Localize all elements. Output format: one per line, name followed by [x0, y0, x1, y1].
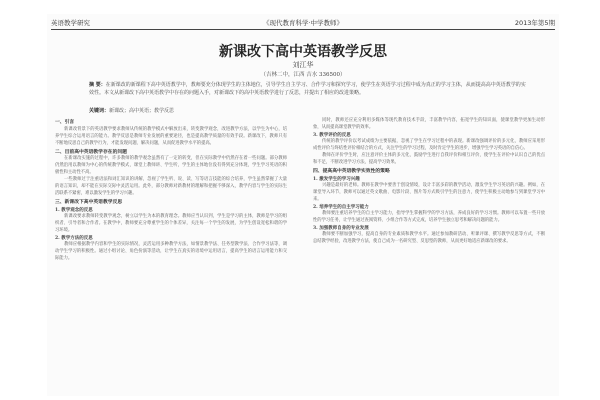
paragraph: 传统的教学评价以考试成绩为主要依据，忽视了学生在学习过程中的表现。新课改强调评价的多元化，教师应采用形成性评价与终结性评价相结合的方式，关注学生的学习过程，及时肯定学生的进步，增强学生学习英语的自信心。	[313, 139, 545, 152]
article-author: 刘江华	[292, 61, 314, 69]
journal-page	[47, 14, 559, 396]
article-title: 新课改下高中英语教学反思	[219, 44, 387, 60]
subsection-heading: 3. 教学评价的反思	[313, 132, 351, 138]
paragraph: 新课改要求教师转变教学观念，树立以学生为本的教育理念。教师应当认识到，学生是学习的主体，教师是学习的组织者、引导者和合作者。在教学中，教师要充分尊重学生的个体差异，关注每一个学生的发展，为学生创设宽松和谐的学习环境。	[55, 214, 287, 234]
paragraph: 新课改背景下的英语教学要求教师从传统的教学模式中解放出来，转变教学观念，改进教学方法，以学生为中心，培养学生综合运用语言的能力。教学反思是教师专业发展的重要途径，也是提高教学质量的有效手段。新课改下，教师只有不断地反思自己的教学行为，才能发现问题、解决问题，从而促进教学水平的提高。	[55, 126, 287, 146]
abstract	[89, 82, 529, 98]
subsection-heading: 1. 教学观念的反思	[55, 207, 93, 213]
section-heading: 四、提高高中英语教学实效性的策略	[313, 168, 390, 174]
keywords-text: 新课改；高中英语；教学反思	[109, 108, 175, 114]
right-column	[313, 118, 545, 246]
paragraph: 教师要不断加强学习，提高自身的专业素质和教学水平。通过参加教研活动、听课评课、撰写教学反思等方式，不断总结教学经验，改进教学方法，使自己成为一名研究型、反思型的教师，从而更好地适应新课改的要求。	[313, 232, 545, 245]
subsection-heading: 3. 加强教师自身的专业发展	[313, 226, 369, 232]
section-heading: 三、新课改下高中英语教学反思	[55, 199, 123, 206]
header-section: 英语教学研究	[51, 19, 90, 27]
left-column	[55, 118, 287, 263]
abstract-text: 在新课改的新课程下高中英语教学中，教师要充分体现学生的主体地位，引导学生自主学习、合作学习和探究学习，使学生在英语学习过程中成为真正的学习主体，从而提高高中英语教学的实效性。本文从新课改下高中英语教学中存在的问题入手，对新课改下的高中英语教学进行了反思，并提出了相应的改进策略。	[89, 82, 526, 96]
abstract-label: 摘 要：	[89, 82, 106, 88]
paragraph: 教师要注重培养学生的自主学习能力，指导学生掌握科学的学习方法，养成良好的学习习惯。教师可以布置一些开放性的学习任务，让学生通过查阅资料、小组合作等方式完成，培养学生独立思考和解决问题的能力。	[313, 211, 545, 224]
paragraph: 在新课改实施的过程中，许多教师的教学观念虽然有了一定的转变，但在实际教学中仍然存在着一些问题。部分教师仍然沿用以教师为中心的传统教学模式，课堂上教师讲、学生听，学生的主体地位没有得到充分体现，学生学习英语的积极性和主动性不高。	[55, 156, 287, 176]
subsection-heading: 2. 培养学生的自主学习能力	[313, 204, 369, 210]
paragraph: 教师应根据教学内容和学生的实际情况，灵活运用多种教学方法，如情景教学法、任务型教学法、合作学习法等，调动学生学习的积极性。通过小组讨论、角色扮演等活动，让学生在真实的语境中运用语言，提高学生的语言运用能力和交际能力。	[55, 242, 287, 262]
section-heading: 二、目前高中英语教学存在的问题	[55, 148, 127, 155]
keywords-label: 关键词：	[89, 108, 110, 114]
section-heading: 一、引言	[55, 119, 75, 125]
subsection-heading: 2. 教学方法的反思	[55, 236, 93, 242]
paragraph: 一些教师过于注重语法和词汇知识的讲解，忽视了学生听、说、读、写等语言技能的综合培养，学生虽然掌握了大量的语言知识，却不能在实际交际中灵活运用。此外，部分教师对新教材的理解和把握不够深入，教学内容与学生的实际生活联系不紧密，难以激发学生的学习兴趣。	[55, 177, 287, 197]
subsection-heading: 1. 激发学生的学习兴趣	[313, 176, 360, 182]
paragraph: 同时，教师还应充分利用多媒体等现代教育技术手段，丰富教学内容，拓宽学生的知识面，使课堂教学更加生动形象，从而提高课堂教学的效率。	[313, 118, 545, 130]
article-affiliation: （吉林二中，江西 吉水 336500）	[260, 72, 346, 78]
header-rule	[51, 29, 555, 30]
paragraph: 教师在评价学生时，应注意评价主体的多元化，鼓励学生进行自我评价和相互评价，使学生在评价中认识自己的优点和不足，不断改进学习方法，提高学习效果。	[313, 153, 545, 166]
paragraph: 兴趣是最好的老师。教师在教学中要善于创设情境，设计丰富多彩的教学活动，激发学生学习英语的兴趣。例如，在课堂导入环节，教师可以通过英文歌曲、电影片段、图片等方式吸引学生的注意力，使学生积极主动地参与到课堂学习中来。	[313, 183, 545, 202]
keywords	[89, 107, 529, 114]
header-issue: 2013年第5期	[514, 19, 555, 27]
header-journal: 《现代教育科学·中学教师》	[262, 19, 344, 27]
